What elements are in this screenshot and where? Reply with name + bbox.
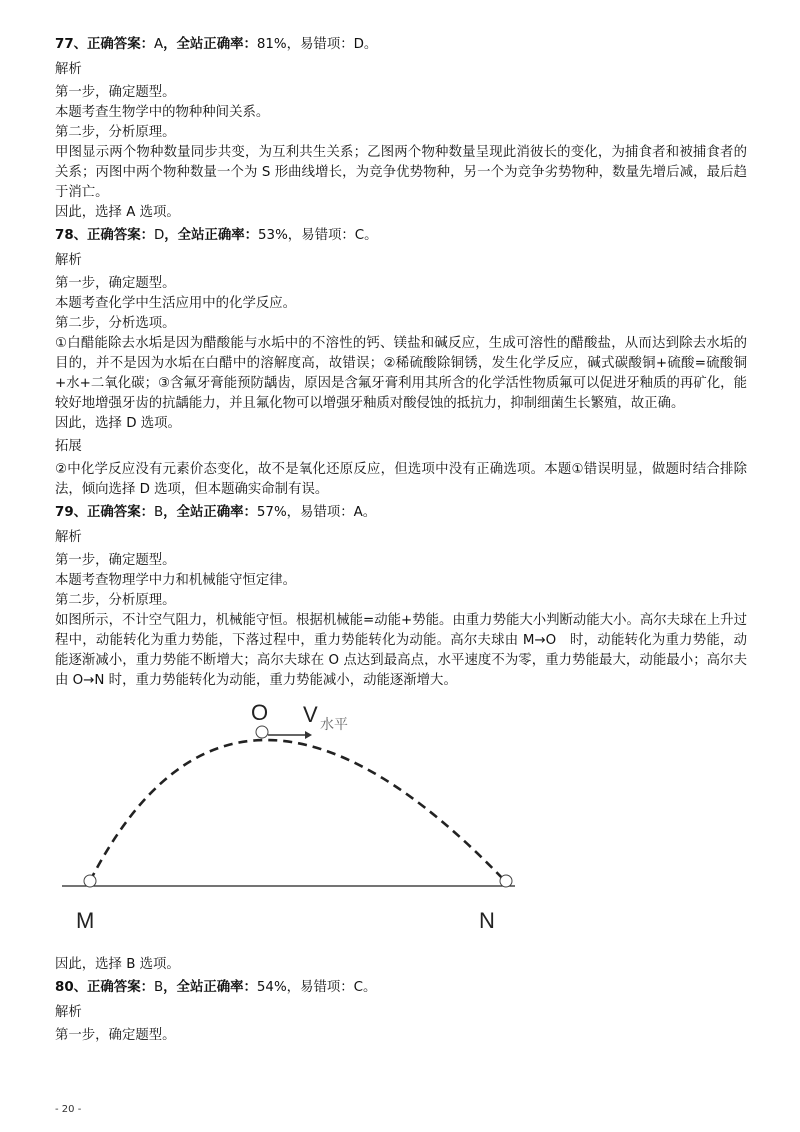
conclusion: 因此，选择 D 选项。	[55, 416, 181, 431]
step-one: 第一步，确定题型。	[55, 276, 176, 291]
label-v: V	[303, 702, 318, 727]
explanation: 如图所示，不计空气阻力，机械能守恒。根据机械能=动能+势能。由重力势能大小判断动能大小。高尔夫球在上升过程中，动能转化为重力势能，下落过程中，重力势能转化为动能。高尔夫球由 M→O 时，动能转化为重力势能，动能逐渐减小，重力势能不断增大；高尔夫球在 O 点达到最高点，水平速度不为零，重力势能最大，动能最小；高尔夫由 O→N 时，重力势能转化为动能，重力势能减小，动能逐渐增大。	[55, 613, 747, 688]
analysis-label: 解析	[55, 253, 82, 268]
explanation: 甲图显示两个物种数量同步共变，为互利共生关系；乙图两个物种数量呈现此消彼长的变化，为捕食者和被捕食者的关系；丙图中两个物种数量一个为 S 形曲线增长，为竞争优势物种，另一个为竞争劣势物种，数量先增后减，最后趋于消亡。	[55, 145, 747, 200]
ball-o	[256, 726, 268, 738]
step-one: 第一步，确定题型。	[55, 1028, 176, 1043]
topic: 本题考查物理学中力和机械能守恒定律。	[55, 573, 297, 588]
step-one: 第一步，确定题型。	[55, 553, 176, 568]
q80-heading: 80、正确答案：B，全站正确率：54%，易错项：C。	[55, 980, 377, 995]
ball-n	[500, 875, 512, 887]
label-v-sub: 水平	[320, 717, 348, 733]
step-one: 第一步，确定题型。	[55, 85, 176, 100]
q77-heading: 77、正确答案：A，全站正确率：81%，易错项：D。	[55, 37, 378, 52]
extension-label: 拓展	[55, 439, 82, 454]
conclusion: 因此，选择 A 选项。	[55, 205, 180, 220]
label-m: M	[76, 908, 95, 933]
analysis-label: 解析	[55, 62, 82, 77]
arrow-head	[305, 731, 312, 739]
topic: 本题考查化学中生活应用中的化学反应。	[55, 296, 297, 311]
trajectory-path	[90, 740, 505, 881]
q79-heading: 79、正确答案：B，全站正确率：57%，易错项：A。	[55, 505, 377, 520]
step-two: 第二步，分析原理。	[55, 125, 176, 140]
label-o: O	[251, 700, 269, 725]
analysis-label: 解析	[55, 530, 82, 545]
page-number: - 20 -	[55, 1104, 82, 1115]
step-two: 第二步，分析原理。	[55, 593, 176, 608]
explanation: ①白醋能除去水垢是因为醋酸能与水垢中的不溶性的钙、镁盐和碱反应，生成可溶性的醋酸盐，从而达到除去水垢的目的，并不是因为水垢在白醋中的溶解度高，故错误；②稀硫酸除铜锈，发生化学反应，碱式碳酸铜+硫酸=硫酸铜+水+二氧化碳；③含氟牙膏能预防龋齿，原因是含氟牙膏利用其所含的化学活性物质氟可以促进牙釉质的再矿化，能较好地增强牙齿的抗龋能力，并且氟化物可以增强牙釉质对酸侵蚀的抵抗力，抑制细菌生长繁殖，故正确。	[55, 336, 747, 411]
document-page	[55, 35, 747, 1046]
topic: 本题考查生物学中的物种种间关系。	[55, 105, 270, 120]
analysis-label: 解析	[55, 1005, 82, 1020]
step-two: 第二步，分析选项。	[55, 316, 176, 331]
golf-trajectory-diagram	[55, 695, 747, 955]
ball-m	[84, 875, 96, 887]
label-n: N	[479, 908, 495, 933]
conclusion: 因此，选择 B 选项。	[55, 957, 180, 972]
q78-heading: 78、正确答案：D，全站正确率：53%，易错项：C。	[55, 228, 378, 243]
extension-text: ②中化学反应没有元素价态变化，故不是氧化还原反应，但选项中没有正确选项。本题①错误明显，做题时结合排除法，倾向选择 D 选项，但本题确实命制有误。	[55, 462, 747, 497]
